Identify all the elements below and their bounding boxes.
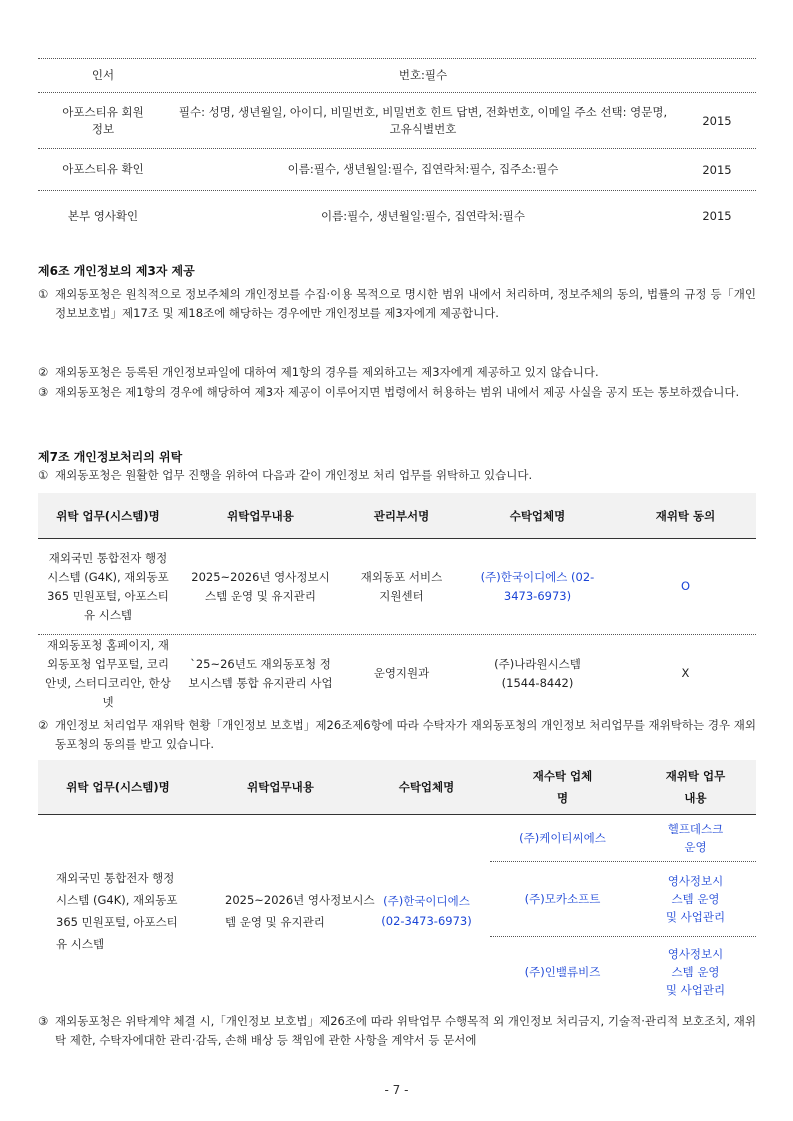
- article-6-paragraph-1: [38, 285, 756, 323]
- table-row: [38, 59, 756, 93]
- table-cell-year: 2015: [702, 113, 732, 128]
- cell-task: [221, 815, 381, 1006]
- paragraph-number: ③: [38, 385, 49, 399]
- article-7-paragraph-1: [38, 466, 756, 485]
- paragraph-number: ③: [38, 1014, 49, 1028]
- cell-vendor: (주)한국이디에스 (02-3473-6973): [480, 569, 595, 603]
- page-number: - 7 -: [384, 1083, 409, 1097]
- table-body: [38, 815, 756, 1006]
- table-cell-name: 아포스티유 회원 정보: [62, 104, 144, 136]
- table-row: [38, 93, 756, 149]
- entrustment-table: [38, 493, 756, 712]
- header-system: 위탁 업무(시스템)명: [66, 780, 170, 794]
- header-system: 위탁 업무(시스템)명: [56, 508, 160, 523]
- sub-vendor-row: [490, 815, 756, 862]
- table-row: [38, 539, 756, 635]
- paragraph-number: ②: [38, 718, 49, 732]
- table-cell-year: 2015: [702, 209, 732, 223]
- header-vendor: 수탁업체명: [509, 508, 566, 523]
- cell-consent: O: [680, 579, 691, 593]
- table-header-row: [38, 493, 756, 539]
- table-cell-items: 이름:필수, 생년월일:필수, 집연락처:필수, 집주소:필수: [287, 162, 559, 176]
- sub-vendor-name: (주)인밸류비즈: [524, 964, 601, 979]
- table-cell-items: 이름:필수, 생년월일:필수, 집연락처:필수: [321, 208, 525, 223]
- paragraph-text: 재외동포청은 제1항의 경우에 해당하여 제3자 제공이 이루어지면 법령에서 허용하는 범위 내에서 제공 사실을 공지 또는 통보하겠습니다.: [55, 385, 740, 399]
- cell-consent: X: [681, 666, 690, 680]
- cell-system: [38, 815, 198, 1006]
- header-sub-work: 재위탁 업무내용: [665, 769, 726, 805]
- header-task: 위탁업무내용: [227, 508, 294, 523]
- table-cell-name: 본부 영사확인: [67, 208, 139, 223]
- table-cell-items: 번호:필수: [398, 68, 448, 82]
- cell-vendor-text: (주)한국이디에스 (02-3473-6973): [381, 893, 472, 928]
- article-7-paragraph-3: [38, 1012, 756, 1050]
- article-6-paragraph-2: [38, 363, 756, 382]
- table-row: [38, 635, 756, 712]
- paragraph-text: 재외동포청은 위탁계약 체결 시,「개인정보 보호법」제26조에 따라 위탁업무 수행목적 외 개인정보 처리금지, 기술적·관리적 보호조치, 재위탁 제한, 수탁자에대한 관리·감독, 손해 배상 등 책임에 관한 사항을 계약서 등 문서에: [55, 1014, 756, 1047]
- article-7-paragraph-2: [38, 716, 756, 754]
- article-7-title: 제7조 개인정보처리의 위탁: [38, 450, 183, 464]
- table-cell-name: 인서: [91, 68, 115, 82]
- paragraph-number: ②: [38, 365, 49, 379]
- table-cell-year: 2015: [702, 162, 732, 177]
- article-6-paragraph-3: [38, 383, 756, 402]
- table-header-row: [38, 760, 756, 815]
- paragraph-text: 개인정보 처리업무 재위탁 현황「개인정보 보호법」제26조제6항에 따라 수탁자가 재외동포청의 개인정보 처리업무를 재위탁하는 경우 재외동포청의 동의를 받고 있습니다.: [55, 718, 756, 751]
- table-row: [38, 149, 756, 191]
- header-task: 위탁업무내용: [247, 780, 314, 794]
- sub-vendor-row: [490, 937, 756, 1006]
- sub-vendor-work: 헬프데스크운영: [667, 822, 724, 854]
- sub-vendor-work: 영사정보시스템 운영 및 사업관리: [665, 946, 726, 997]
- cell-task: `25~26년도 재외동포청 정보시스템 통합 유지관리 사업: [188, 656, 333, 690]
- collection-items-table: [38, 58, 756, 241]
- cell-vendor: [363, 815, 490, 1006]
- table-cell-items: 필수: 성명, 생년월일, 아이디, 비밀번호, 비밀번호 힌트 답변, 전화번호, 이메일 주소 선택: 영문명, 고유식별번호: [178, 104, 668, 136]
- sub-vendor-row: [490, 862, 756, 937]
- table-row: [38, 191, 756, 241]
- cell-task: 2025~2026년 영사정보시스템 운영 및 유지관리: [191, 569, 330, 603]
- cell-system: 재외동포청 홈페이지, 재외동포청 업무포털, 코리안넷, 스터디코리안, 한상넷: [45, 637, 171, 709]
- paragraph-text: 재외동포청은 원활한 업무 진행을 위하여 다음과 같이 개인정보 처리 업무를 위탁하고 있습니다.: [55, 468, 533, 482]
- header-dept: 관리부서명: [373, 508, 430, 523]
- cell-dept: 재외동포 서비스 지원센터: [360, 569, 443, 603]
- cell-system-text: 재외국민 통합전자 행정시스템 (G4K), 재외동포365 민원포털, 아포스티유 시스템: [56, 870, 178, 951]
- paragraph-text: 재외동포청은 등록된 개인정보파일에 대하여 제1항의 경우를 제외하고는 제3자에게 제공하고 있지 않습니다.: [55, 365, 599, 379]
- header-sub-vendor: 재수탁 업체명: [532, 769, 593, 805]
- sub-vendor-name: (주)모카소프트: [524, 892, 601, 906]
- cell-dept: 운영지원과: [373, 666, 430, 680]
- table-cell-name: 아포스티유 확인: [62, 162, 144, 176]
- sub-vendor-name: (주)케이티씨에스: [519, 831, 606, 845]
- cell-system: 재외국민 통합전자 행정시스템 (G4K), 재외동포365 민원포털, 아포스티유 시스템: [47, 550, 169, 622]
- header-vendor: 수탁업체명: [398, 780, 455, 794]
- paragraph-number: ①: [38, 468, 49, 482]
- article-6-title: 제6조 개인정보의 제3자 제공: [38, 264, 195, 278]
- sub-vendor-work: 영사정보시스템 운영 및 사업관리: [665, 874, 726, 924]
- re-entrustment-table: [38, 760, 756, 1006]
- cell-vendor: (주)나라원시스템 (1544-8442): [494, 656, 581, 690]
- cell-task-text: 2025~2026년 영사정보시스템 운영 및 유지관리: [225, 892, 375, 929]
- header-consent: 재위탁 동의: [655, 508, 716, 523]
- paragraph-number: ①: [38, 287, 49, 301]
- paragraph-text: 재외동포청은 원칙적으로 정보주체의 개인정보를 수집·이용 목적으로 명시한 범위 내에서 처리하며, 정보주체의 동의, 법률의 규정 등「개인정보보호법」제17조 및 제18조에 해당하는 경우에만 개인정보를 제3자에게 제공합니다.: [55, 287, 756, 320]
